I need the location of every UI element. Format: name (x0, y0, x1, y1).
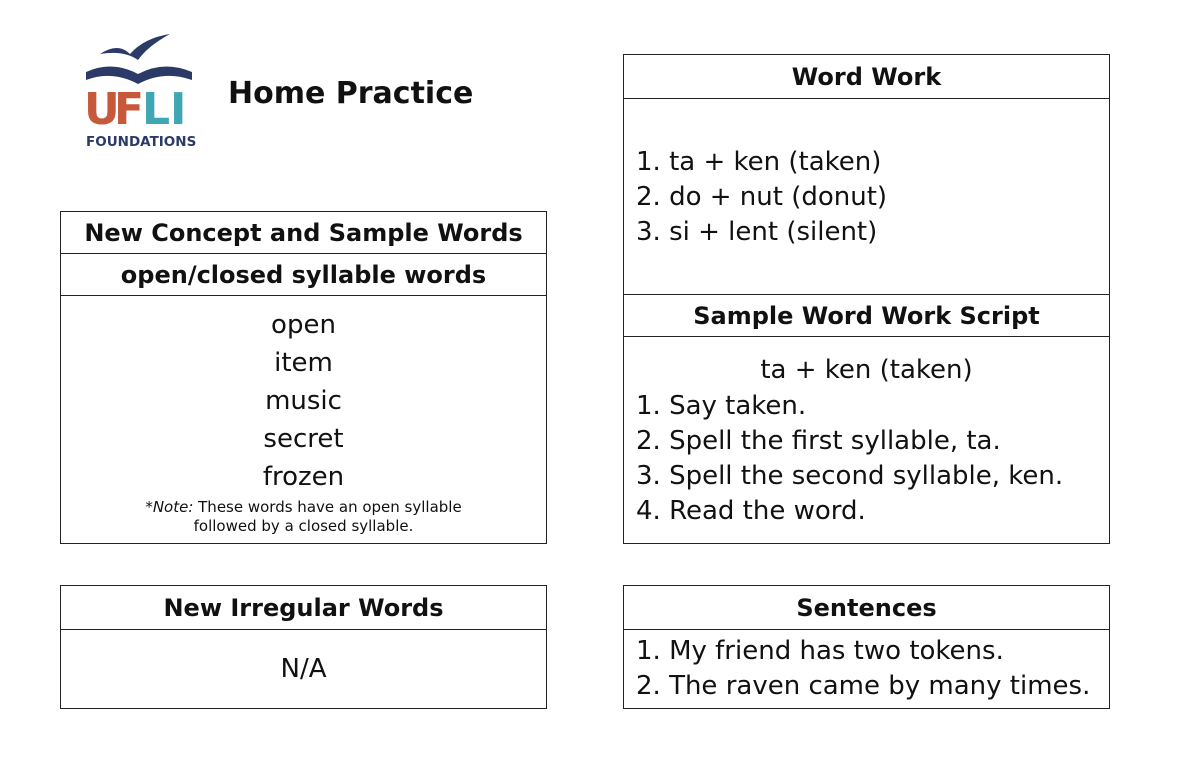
note-text-line2: followed by a closed syllable. (193, 517, 414, 535)
script-step: 1. Say taken. (636, 391, 807, 421)
logo-subtitle: FOUNDATIONS (86, 134, 196, 150)
word-work-header: Word Work (624, 55, 1109, 99)
word-work-box (623, 54, 1110, 544)
script-steps (624, 389, 1109, 529)
script-example: ta + ken (taken) (760, 355, 973, 385)
page-title: Home Practice (228, 76, 474, 111)
sample-word: secret (263, 424, 344, 454)
irregular-words-header: New Irregular Words (61, 586, 546, 630)
sentences-header: Sentences (624, 586, 1109, 630)
logo-letter-i: I (170, 84, 187, 135)
sentence-item: 2. The raven came by many times. (636, 671, 1091, 701)
sentences-box (623, 585, 1110, 709)
note-lead: *Note: (145, 498, 194, 516)
script-step: 2. Spell the first syllable, ta. (636, 426, 1001, 456)
sample-word-list (61, 296, 546, 496)
script-step: 4. Read the word. (636, 496, 866, 526)
ufli-logo (84, 32, 196, 152)
sample-word: open (271, 310, 336, 340)
new-concept-header: New Concept and Sample Words (61, 212, 546, 254)
sample-word: frozen (262, 462, 345, 492)
sentence-item: 1. My friend has two tokens. (636, 636, 1004, 666)
word-work-item: 2. do + nut (donut) (636, 182, 888, 212)
logo-letter-l: L (142, 84, 171, 135)
logo-letter-f: F (114, 84, 145, 135)
sentences-list (624, 630, 1109, 704)
new-concept-subheader: open/closed syllable words (61, 254, 546, 296)
sample-word: item (274, 348, 333, 378)
new-concept-box (60, 211, 547, 544)
irregular-words-box (60, 585, 547, 709)
word-work-item: 1. ta + ken (taken) (636, 147, 882, 177)
irregular-words-value: N/A (280, 654, 327, 684)
logo-letter-u: U (84, 84, 120, 135)
script-body (624, 337, 1109, 529)
word-work-item: 3. si + lent (silent) (636, 217, 878, 247)
note-text: These words have an open syllable (193, 498, 462, 516)
concept-note (61, 498, 546, 536)
sample-word: music (265, 386, 342, 416)
script-step: 3. Spell the second syllable, ken. (636, 461, 1064, 491)
word-work-list (624, 99, 1109, 295)
script-header: Sample Word Work Script (624, 295, 1109, 337)
